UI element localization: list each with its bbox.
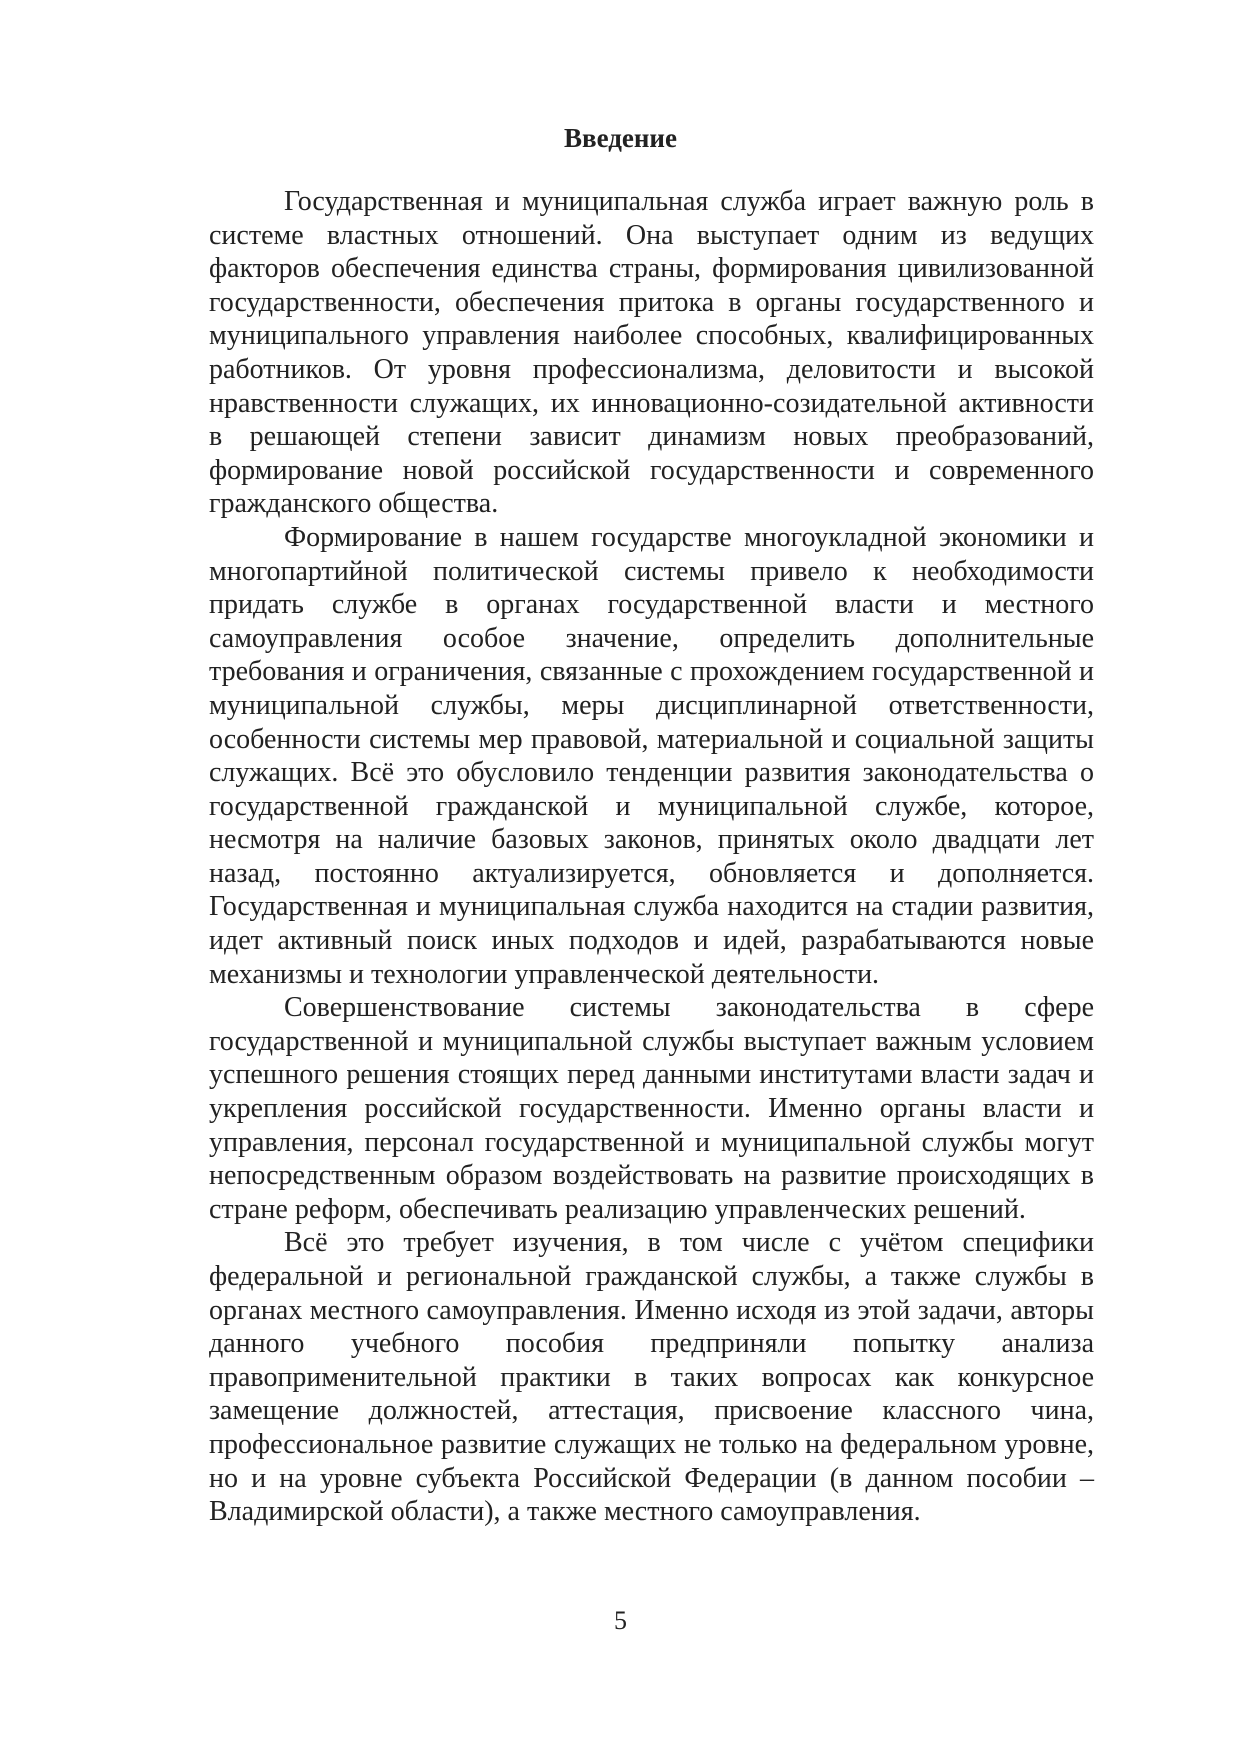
body-text	[209, 185, 1094, 1529]
paragraph: Совершенствование системы законодательства в сфере государственной и муниципальной службы выступает важным условием успешного решения стоящих перед данными институтами власти задач и укрепления российской государственности. Именно органы власти и управления, персонал государственной и муниципальной службы могут непосредственным образом воздействовать на развитие происходящих в стране реформ, обеспечивать реализацию управленческих решений.	[209, 992, 1094, 1225]
paragraph: Государственная и муниципальная служба играет важную роль в системе властных отношений. Она выступает одним из ведущих факторов обеспечения единства страны, формирования цивилизованной государственности, обеспечения притока в органы государственного и муниципального управления наиболее способных, квалифицированных работников. От уровня профессионализма, деловитости и высокой нравственности служащих, их инновационно-созидательной активности в решающей степени зависит динамизм новых преобразований, формирование новой российской государственности и современного гражданского общества.	[209, 186, 1094, 520]
paragraph: Формирование в нашем государстве многоукладной экономики и многопартийной политической системы привело к необходимости придать службе в органах государственной власти и местного самоуправления особое значение, определить дополнительные требования и ограничения, связанные с прохождением государственной и муниципальной службы, меры дисциплинарной ответственности, особенности системы мер правовой, материальной и социальной защиты служащих. Всё это обусловило тенденции развития законодательства о государственной гражданской и муниципальной службе, которое, несмотря на наличие базовых законов, принятых около двадцати лет назад, постоянно актуализируется, обновляется и дополняется. Государственная и муниципальная служба находится на стадии развития, идет активный поиск иных подходов и идей, разрабатываются новые механизмы и технологии управленческой деятельности.	[209, 521, 1094, 990]
section-heading: Введение	[564, 123, 677, 153]
page-number: 5	[614, 1606, 627, 1635]
paragraph: Всё это требует изучения, в том числе с учётом специфики федеральной и региональной гражданской службы, а также службы в органах местного самоуправления. Именно исходя из этой задачи, авторы данного учебного пособия предприняли попытку анализа правоприменительной практики в таких вопросах как конкурсное замещение должностей, аттестация, присвоение классного чина, профессиональное развитие служащих не только на федеральном уровне, но и на уровне субъекта Российской Федерации (в данном пособии – Владимирской области), а также местного самоуправления.	[209, 1227, 1094, 1528]
